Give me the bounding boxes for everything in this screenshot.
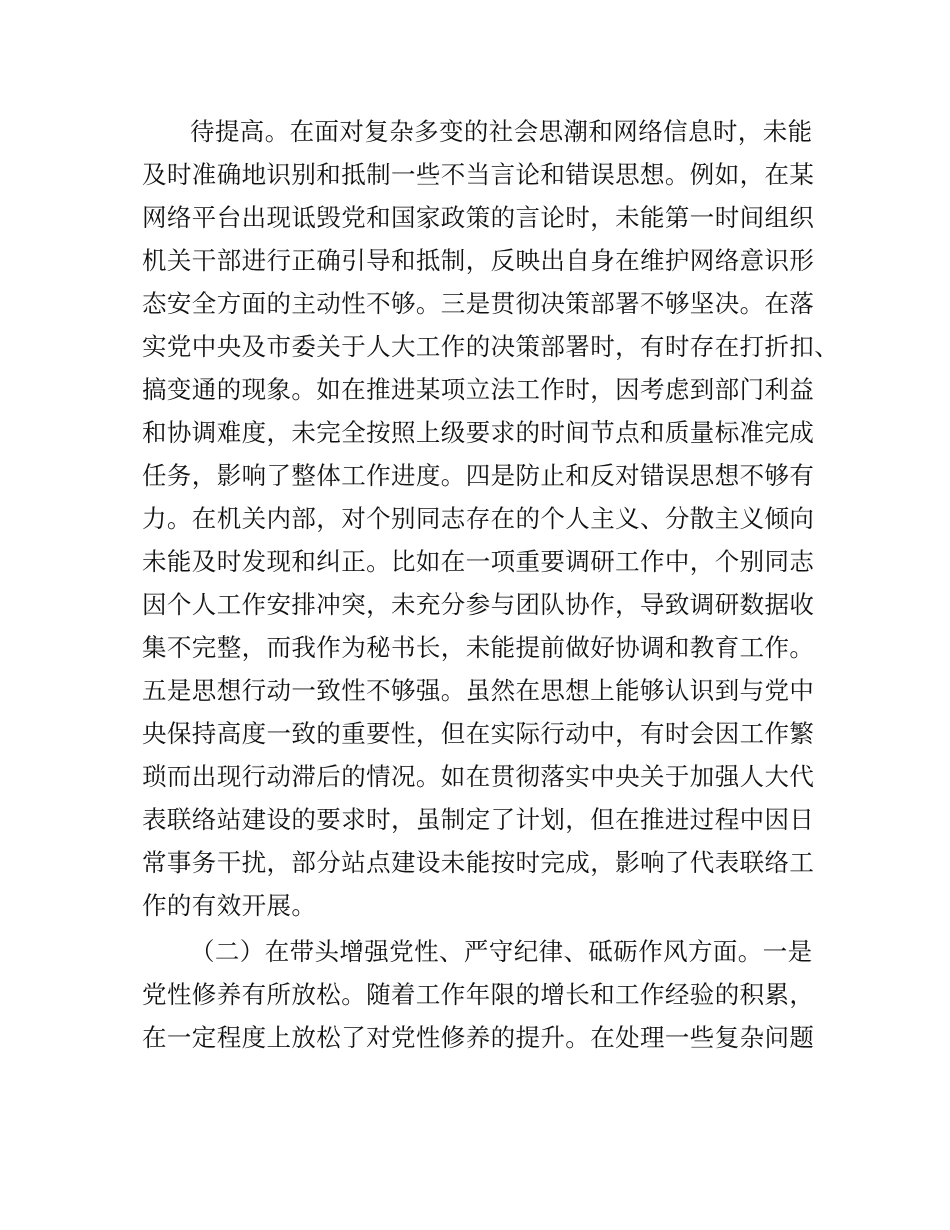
paragraph-line: 力。在机关内部，对个别同志存在的个人主义、分散主义倾向 — [142, 504, 815, 533]
paragraph-line: 和协调难度，未完全按照上级要求的时间节点和质量标准完成 — [142, 418, 815, 447]
paragraph-line: 央保持高度一致的重要性，但在实际行动中，有时会因工作繁 — [142, 719, 815, 748]
paragraph-line: 任务，影响了整体工作进度。四是防止和反对错误思想不够有 — [142, 461, 815, 490]
paragraph-line: （二）在带头增强党性、严守纪律、砥砺作风方面。一是 — [190, 937, 813, 966]
paragraph-line: 机关干部进行正确引导和抵制，反映出自身在维护网络意识形 — [142, 246, 815, 275]
paragraph-line: 在一定程度上放松了对党性修养的提升。在处理一些复杂问题 — [142, 1023, 815, 1052]
paragraph-line: 实党中央及市委关于人大工作的决策部署时，有时存在打折扣、 — [142, 332, 840, 361]
paragraph-line: 党性修养有所放松。随着工作年限的增长和工作经验的积累， — [142, 980, 815, 1009]
paragraph-line: 搞变通的现象。如在推进某项立法工作时，因考虑到部门利益 — [142, 375, 815, 404]
paragraph-line: 表联络站建设的要求时，虽制定了计划，但在推进过程中因日 — [142, 805, 815, 834]
paragraph-line: 及时准确地识别和抵制一些不当言论和错误思想。例如，在某 — [142, 160, 815, 189]
paragraph-line: 因个人工作安排冲突，未充分参与团队协作，导致调研数据收 — [142, 590, 815, 619]
paragraph-line: 态安全方面的主动性不够。三是贯彻决策部署不够坚决。在落 — [142, 289, 815, 318]
paragraph-line: 五是思想行动一致性不够强。虽然在思想上能够认识到与党中 — [142, 676, 815, 705]
paragraph-line: 常事务干扰，部分站点建设未能按时完成，影响了代表联络工 — [142, 848, 815, 877]
paragraph-line: 待提高。在面对复杂多变的社会思潮和网络信息时，未能 — [190, 117, 813, 146]
paragraph-line: 网络平台出现诋毁党和国家政策的言论时，未能第一时间组织 — [142, 203, 815, 232]
paragraph-line: 作的有效开展。 — [142, 891, 317, 920]
paragraph-line: 琐而出现行动滞后的情况。如在贯彻落实中央关于加强人大代 — [142, 762, 815, 791]
paragraph-line: 未能及时发现和纠正。比如在一项重要调研工作中，个别同志 — [142, 547, 815, 576]
paragraph-line: 集不完整，而我作为秘书长，未能提前做好协调和教育工作。 — [142, 633, 815, 662]
